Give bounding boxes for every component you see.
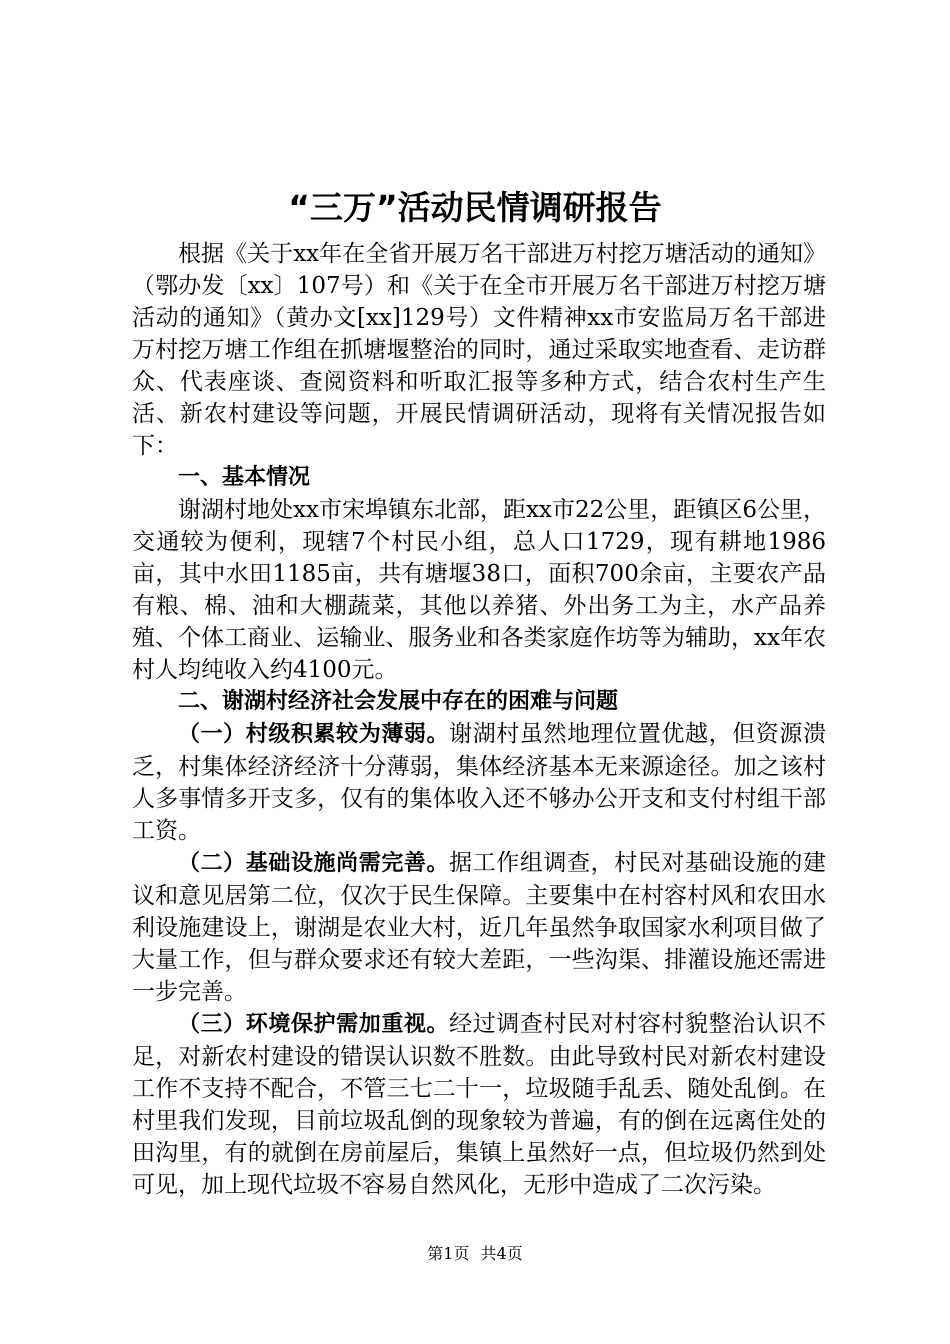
intro-paragraph: 根据《关于xx年在全省开展万名干部进万村挖万塘活动的通知》（鄂办发〔xx〕107号）和《关于在全市开展万名干部进万村挖万塘活动的通知》（黄办文[xx]129号）文件精神xx市安监局万名干部进万村挖万塘工作组在抓塘堰整治的同时，通过采取实地查看、走访群众、代表座谈、查阅资料和听取汇报等多种方式，结合农村生产生活、新农村建设等问题，开展民情调研活动，现将有关情况报告如下： — [132, 241, 826, 459]
basic-situation-paragraph: 谢湖村地处xx市宋埠镇东北部，距xx市22公里，距镇区6公里，交通较为便利，现辖7个村民小组，总人口1729，现有耕地1986亩，其中水田1185亩，共有塘堰38口，面积700余亩，主要农产品有粮、棉、油和大棚蔬菜，其他以养猪、外出务工为主，水产品养殖、个体工商业、运输业、服务业和各类家庭作坊等为辅助，xx年农村人均纯收入约4100元。 — [132, 497, 826, 683]
problem-item-3-text: 经过调查村民对村容村貌整治认识不足，对新农村建设的错误认识数不胜数。由此导致村民对新农村建设工作不支持不配合，不管三七二十一，垃圾随手乱丢、随处乱倒。在村里我们发现，目前垃圾乱倒的现象较为普遍，有的倒在远离住处的田沟里，有的就倒在房前屋后，集镇上虽然好一点，但垃圾仍然到处可见，加上现代垃圾不容易自然风化，无形中造成了二次污染。 — [132, 1011, 826, 1198]
page-footer — [0, 1244, 950, 1264]
problem-item-2-text: 据工作组调查，村民对基础设施的建议和意见居第二位，仅次于民生保障。主要集中在村容村风和农田水利设施建设上，谢湖是农业大村，近几年虽然争取国家水利项目做了大量工作，但与群众要求还有较大差距，一些沟渠、排灌设施还需进一步完善。 — [132, 850, 826, 1005]
section-heading-problems: 二、谢湖村经济社会发展中存在的困难与问题 — [178, 689, 619, 714]
problem-item-1-text: 谢湖村虽然地理位置优越，但资源溃乏，村集体经济经济十分薄弱，集体经济基本无来源途径。加之该村人多事情多开支多，仅有的集体收入还不够办公开支和支付村组干部工资。 — [132, 721, 826, 844]
problem-item-1-lead: （一）村级积累较为薄弱。 — [178, 722, 450, 747]
problem-item-3-lead: （三）环境保护需加重视。 — [178, 1012, 450, 1037]
problem-item-2-lead: （二）基础设施尚需完善。 — [178, 851, 450, 876]
document-body — [132, 238, 826, 1201]
page-number-total: 共4页 — [480, 1244, 523, 1263]
section-heading-basic-situation: 一、基本情况 — [178, 465, 311, 490]
problem-item-1 — [132, 718, 826, 847]
problem-item-3 — [132, 1008, 826, 1201]
page-number-current: 第1页 — [427, 1244, 470, 1263]
document-title: “三万”活动民情调研报告 — [288, 188, 662, 227]
problem-item-2 — [132, 847, 826, 1008]
